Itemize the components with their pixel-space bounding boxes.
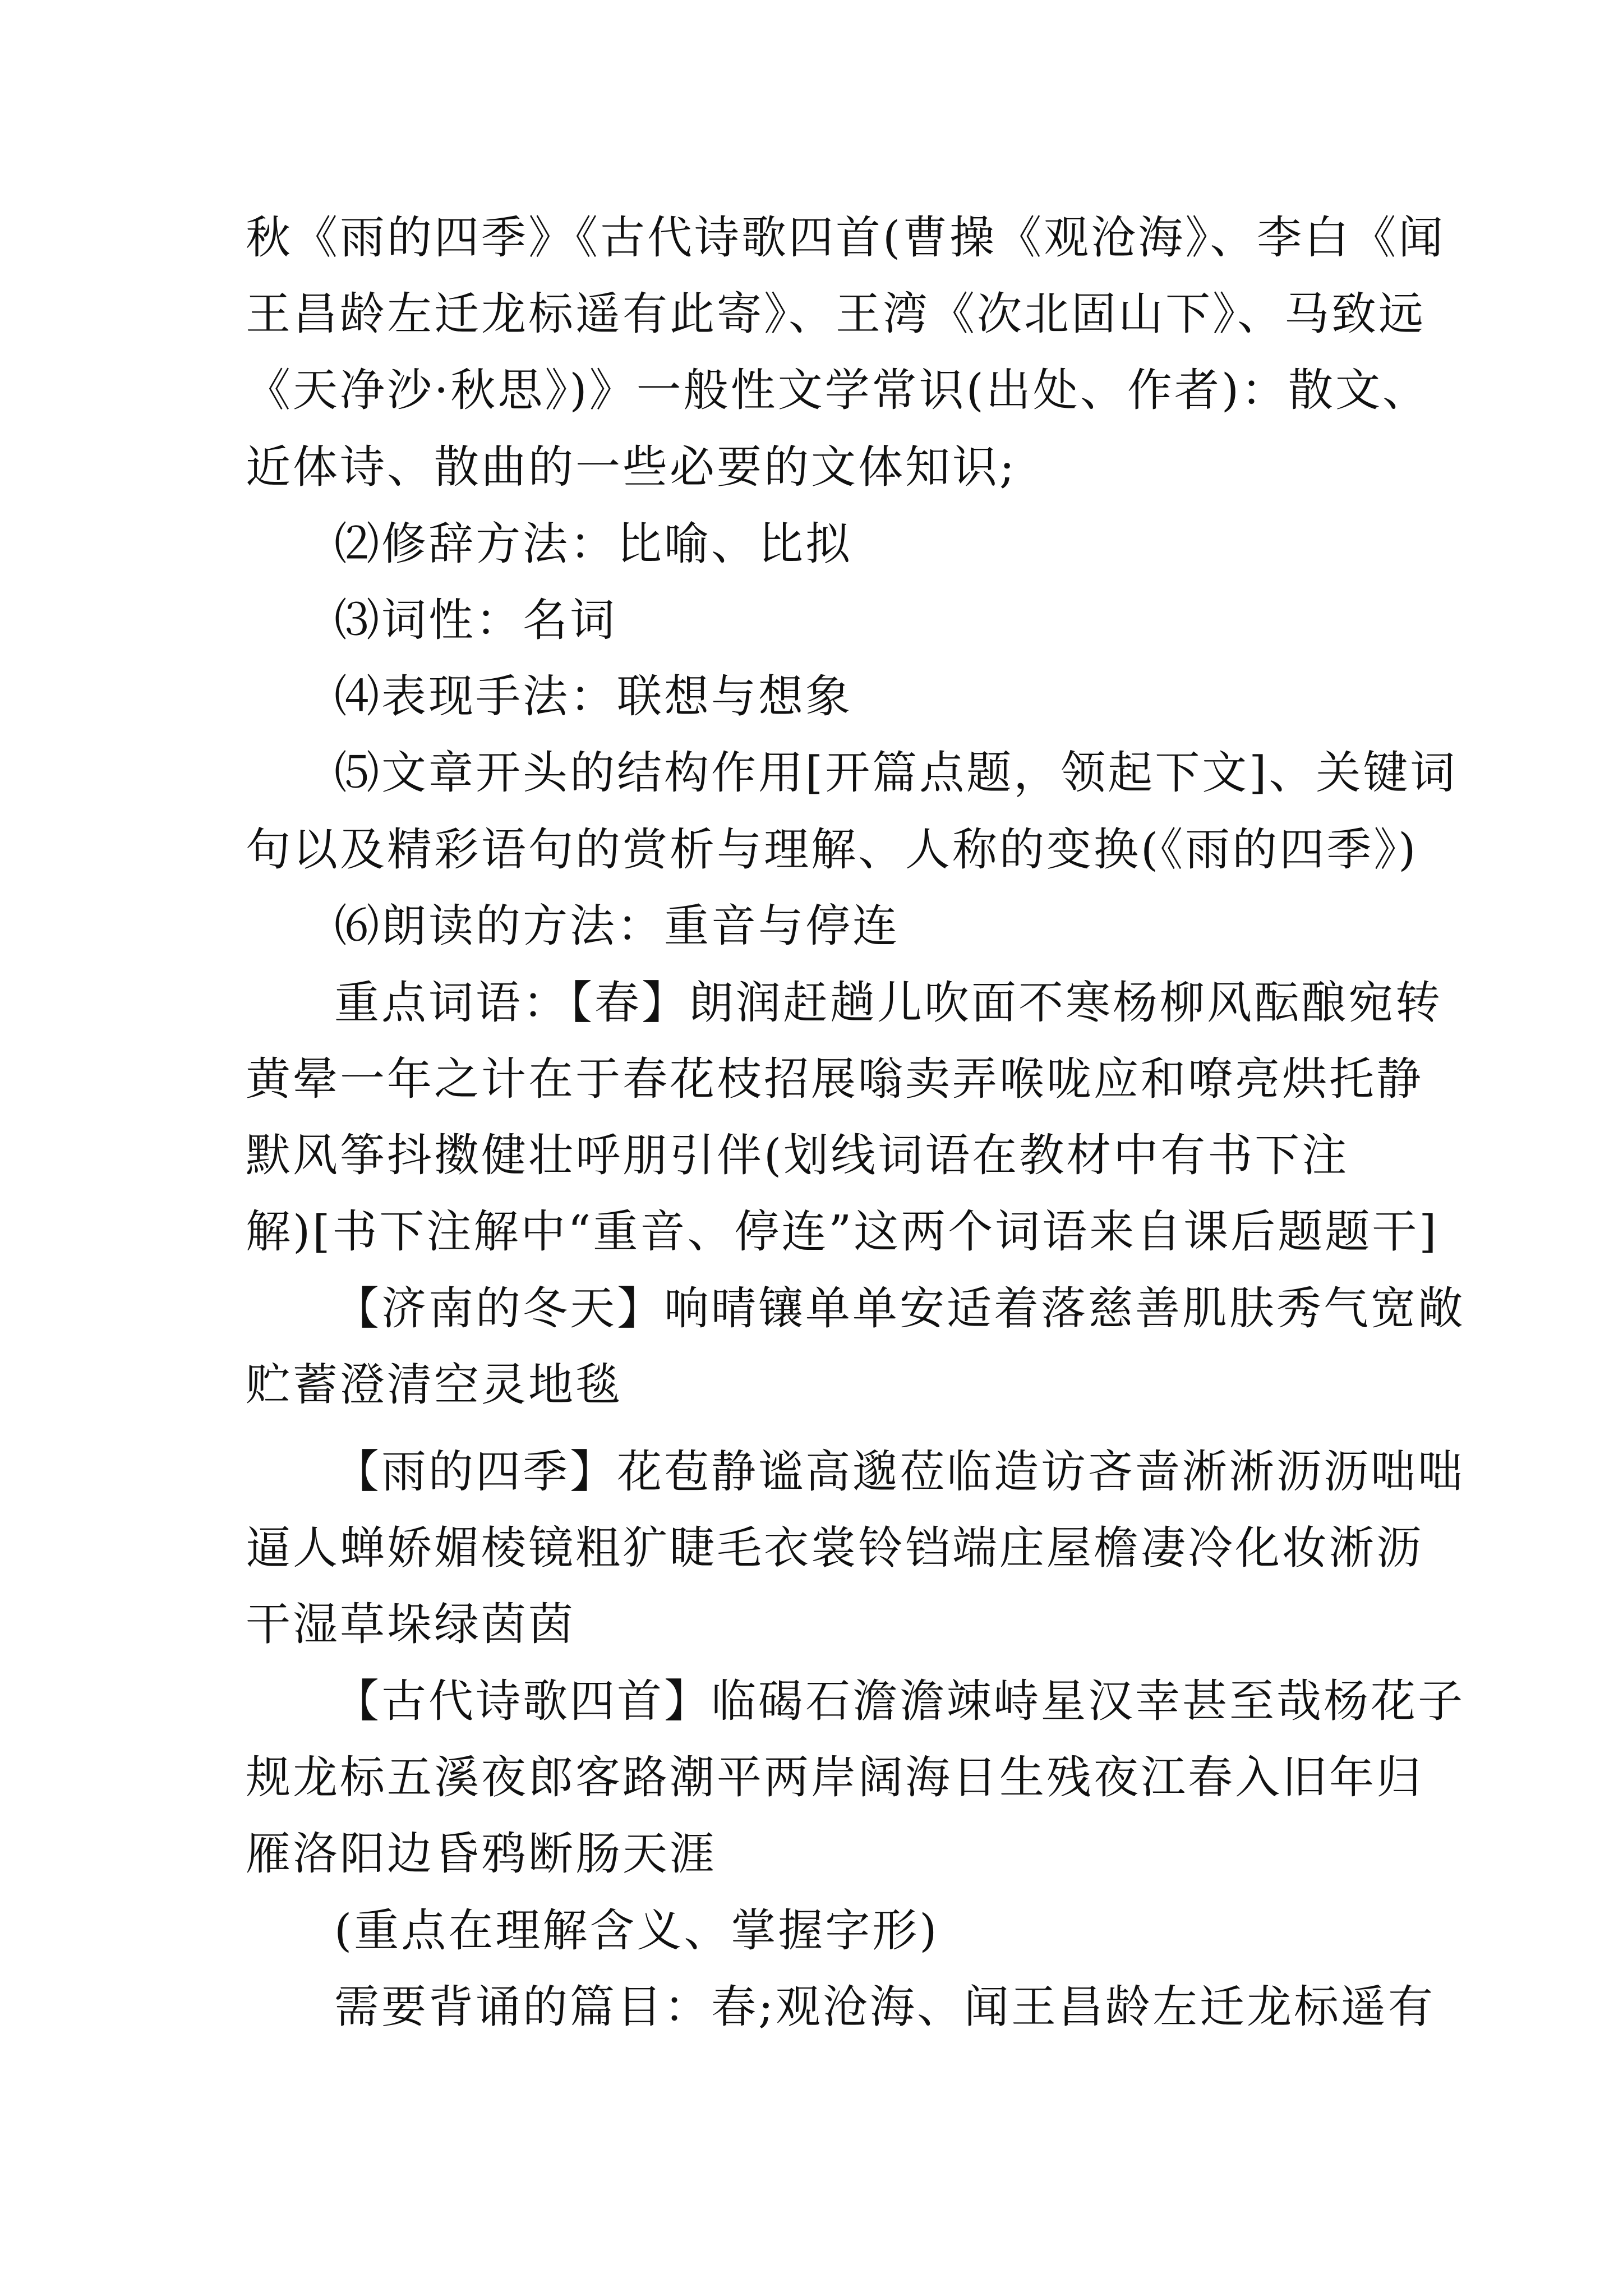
text-line: 《天净沙·秋思》)》一般性文学常识(出处、作者)：散文、 bbox=[246, 364, 1430, 416]
text-line: 句以及精彩语句的赏析与理解、人称的变换(《雨的四季》) bbox=[246, 823, 1418, 876]
text-line: 近体诗、散曲的一些必要的文体知识; bbox=[246, 441, 1017, 493]
text-line: ⑷表现手法：联想与想象 bbox=[334, 670, 852, 723]
text-line: 秋《雨的四季》《古代诗歌四首(曹操《观沧海》、李白《闻 bbox=[246, 211, 1446, 264]
text-line: 重点词语：【春】朗润赶趟儿吹面不寒杨柳风酝酿宛转 bbox=[334, 977, 1442, 1029]
text-line: 需要背诵的篇目：春;观沧海、闻王昌龄左迁龙标遥有 bbox=[334, 1981, 1435, 2033]
text-line: 王昌龄左迁龙标遥有此寄》、王湾《次北固山下》、马致远 bbox=[246, 288, 1426, 340]
text-line: 默风筝抖擞健壮呼朋引伴(划线词语在教材中有书下注 bbox=[246, 1129, 1349, 1181]
text-line: (重点在理解含义、掌握字形) bbox=[334, 1904, 939, 1957]
text-line: 黄晕一年之计在于春花枝招展嗡卖弄喉咙应和嘹亮烘托静 bbox=[246, 1053, 1423, 1105]
text-line: ⑵修辞方法：比喻、比拟 bbox=[334, 518, 852, 570]
text-line: ⑹朗读的方法：重音与停连 bbox=[334, 900, 900, 952]
text-line: 贮蓄澄清空灵地毯 bbox=[246, 1359, 623, 1411]
text-line: 【雨的四季】花苞静谧高邈莅临造访吝啬淅淅沥沥咄咄 bbox=[334, 1446, 1465, 1498]
text-line: 【古代诗歌四首】临碣石澹澹竦峙星汉幸甚至哉杨花子 bbox=[334, 1675, 1465, 1727]
text-line: ⑶词性：名词 bbox=[334, 594, 617, 646]
text-line: 干湿草垛绿茵茵 bbox=[246, 1598, 575, 1650]
text-line: 雁洛阳边昏鸦断肠天涯 bbox=[246, 1828, 717, 1880]
text-line: 逼人蝉娇媚棱镜粗犷睫毛衣裳铃铛端庄屋檐凄冷化妆淅沥 bbox=[246, 1522, 1423, 1574]
text-line: 规龙标五溪夜郎客路潮平两岸阔海日生残夜江春入旧年归 bbox=[246, 1751, 1423, 1803]
text-line: ⑸文章开头的结构作用[开篇点题，领起下文]、关键词 bbox=[334, 747, 1458, 799]
text-line: 解)[书下注解中“重音、停连”这两个词语来自课后题题干] bbox=[246, 1205, 1439, 1258]
text-line: 【济南的冬天】响晴镶单单安适着落慈善肌肤秀气宽敞 bbox=[334, 1282, 1465, 1335]
